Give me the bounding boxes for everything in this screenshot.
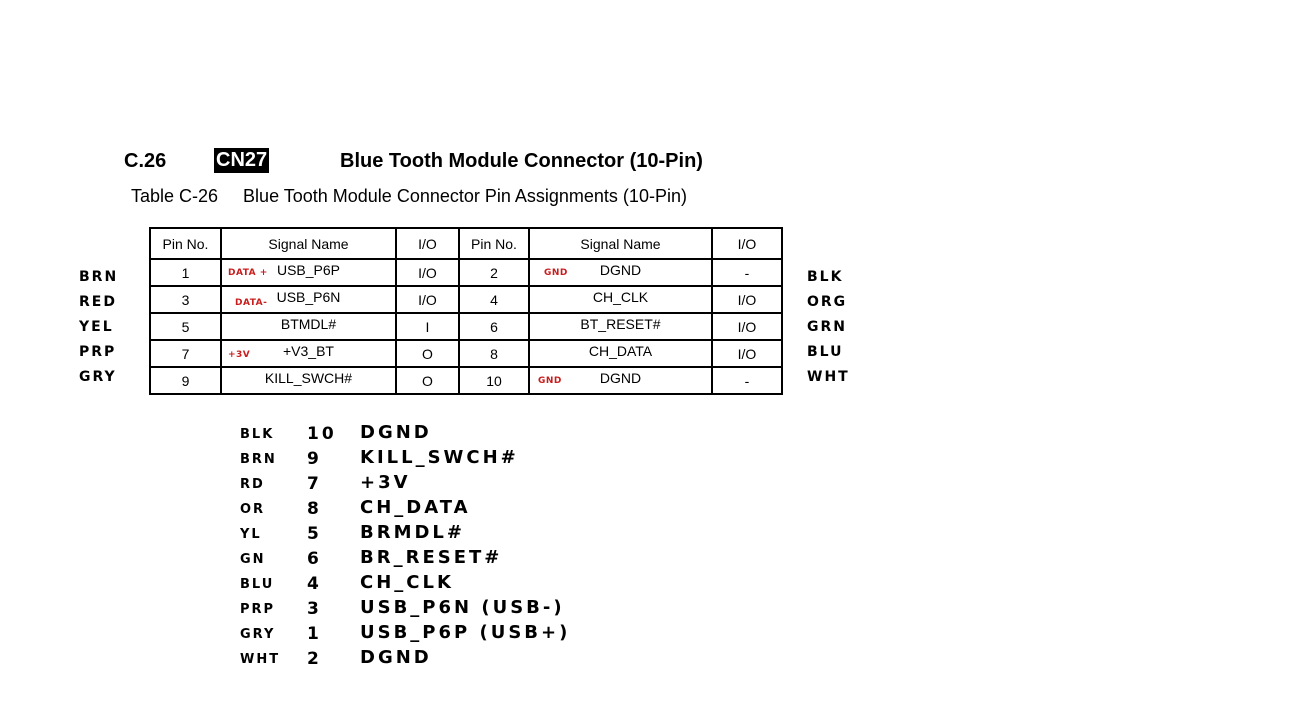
legend-color: BLU (240, 577, 275, 592)
legend-signal: USB_P6N (USB-) (360, 597, 565, 618)
legend-color: RD (240, 477, 265, 492)
pin-number: 7 (150, 340, 221, 367)
signal-cell (221, 286, 396, 313)
table-header-row (150, 228, 782, 259)
legend-signal: DGND (360, 647, 432, 668)
signal-name: CH_CLK (592, 288, 649, 305)
legend-color: GRY (240, 627, 276, 642)
table-row (150, 313, 782, 340)
signal-name: USB_P6P (276, 261, 341, 278)
legend-signal: +3V (360, 472, 411, 493)
column-header: Pin No. (150, 228, 221, 259)
io-type: - (712, 367, 782, 394)
signal-cell (221, 367, 396, 394)
table-caption-text: Blue Tooth Module Connector Pin Assignments (10-Pin) (243, 186, 687, 206)
legend-color: YL (240, 527, 262, 542)
table-row (150, 367, 782, 394)
legend-color: PRP (240, 602, 276, 617)
signal-cell (529, 286, 712, 313)
legend-signal: BR_RESET# (360, 547, 503, 568)
signal-name: DGND (599, 261, 642, 278)
legend-pin: 4 (307, 574, 322, 594)
pin-number: 6 (459, 313, 529, 340)
legend-row (240, 447, 640, 472)
pin-number: 9 (150, 367, 221, 394)
column-header: I/O (712, 228, 782, 259)
legend-pin: 3 (307, 599, 322, 619)
signal-cell (221, 313, 396, 340)
table-row (150, 340, 782, 367)
signal-cell (529, 313, 712, 340)
legend-row (240, 647, 640, 672)
legend-pin: 8 (307, 499, 322, 519)
signal-name: BT_RESET# (580, 315, 661, 332)
legend-row (240, 597, 640, 622)
left-wire-colors (79, 265, 118, 390)
legend-color: OR (240, 502, 266, 517)
pin-assignment-table (149, 227, 783, 395)
wire-legend (240, 422, 640, 672)
io-type: I/O (396, 286, 459, 313)
legend-row (240, 497, 640, 522)
table-row (150, 286, 782, 313)
connector-id: CN27 (216, 149, 268, 171)
signal-tag: DATA- (235, 298, 268, 308)
io-type: - (712, 259, 782, 286)
legend-row (240, 547, 640, 572)
signal-tag: +3V (228, 350, 251, 360)
io-type: I/O (712, 286, 782, 313)
table-row (150, 259, 782, 286)
signal-name: BTMDL# (280, 315, 337, 332)
legend-pin: 1 (307, 624, 322, 644)
column-header: I/O (396, 228, 459, 259)
pin-number: 5 (150, 313, 221, 340)
signal-tag: GND (538, 376, 562, 386)
wire-color-label: WHT (807, 369, 850, 385)
signal-cell (529, 367, 712, 394)
io-type: I/O (712, 313, 782, 340)
wire-color-label: YEL (79, 319, 114, 335)
section-number: C.26 (124, 150, 167, 172)
table-caption (131, 186, 687, 207)
legend-pin: 10 (307, 424, 337, 444)
pin-number: 2 (459, 259, 529, 286)
legend-row (240, 422, 640, 447)
column-header: Signal Name (529, 228, 712, 259)
wire-color-label: ORG (807, 294, 848, 310)
pin-number: 3 (150, 286, 221, 313)
legend-color: WHT (240, 652, 281, 667)
legend-signal: USB_P6P (USB+) (360, 622, 571, 643)
signal-cell (221, 340, 396, 367)
wire-color-label: BLU (807, 344, 844, 360)
wire-color-label: RED (79, 294, 117, 310)
table-id: Table C-26 (131, 186, 219, 206)
legend-signal: KILL_SWCH# (360, 447, 519, 468)
signal-tag: DATA + (228, 268, 268, 278)
column-header: Pin No. (459, 228, 529, 259)
pin-number: 4 (459, 286, 529, 313)
io-type: I/O (396, 259, 459, 286)
signal-cell (529, 259, 712, 286)
pin-number: 8 (459, 340, 529, 367)
signal-name: USB_P6N (276, 288, 341, 305)
wire-color-label: PRP (79, 344, 117, 360)
legend-color: BRN (240, 452, 277, 467)
legend-signal: BRMDL# (360, 522, 465, 543)
signal-name: +V3_BT (283, 342, 334, 359)
legend-signal: CH_DATA (360, 497, 471, 518)
section-title: Blue Tooth Module Connector (10-Pin) (340, 150, 703, 172)
io-type: I/O (712, 340, 782, 367)
wire-color-label: BLK (807, 269, 844, 285)
pin-number: 1 (150, 259, 221, 286)
legend-pin: 5 (307, 524, 322, 544)
wire-color-label: GRY (79, 369, 117, 385)
pin-number: 10 (459, 367, 529, 394)
io-type: I (396, 313, 459, 340)
legend-row (240, 472, 640, 497)
column-header: Signal Name (221, 228, 396, 259)
wire-color-label: BRN (79, 269, 119, 285)
io-type: O (396, 340, 459, 367)
legend-pin: 7 (307, 474, 322, 494)
signal-tag: GND (544, 268, 568, 278)
legend-pin: 9 (307, 449, 322, 469)
signal-cell (221, 259, 396, 286)
legend-row (240, 622, 640, 647)
signal-name: CH_DATA (588, 342, 653, 359)
signal-cell (529, 340, 712, 367)
legend-row (240, 572, 640, 597)
legend-signal: DGND (360, 422, 432, 443)
io-type: O (396, 367, 459, 394)
legend-pin: 2 (307, 649, 322, 669)
legend-signal: CH_CLK (360, 572, 454, 593)
legend-color: GN (240, 552, 266, 567)
legend-pin: 6 (307, 549, 322, 569)
right-wire-colors (807, 265, 850, 390)
legend-row (240, 522, 640, 547)
signal-name: KILL_SWCH# (264, 369, 353, 386)
wire-color-label: GRN (807, 319, 847, 335)
signal-name: DGND (599, 369, 642, 386)
legend-color: BLK (240, 427, 275, 442)
